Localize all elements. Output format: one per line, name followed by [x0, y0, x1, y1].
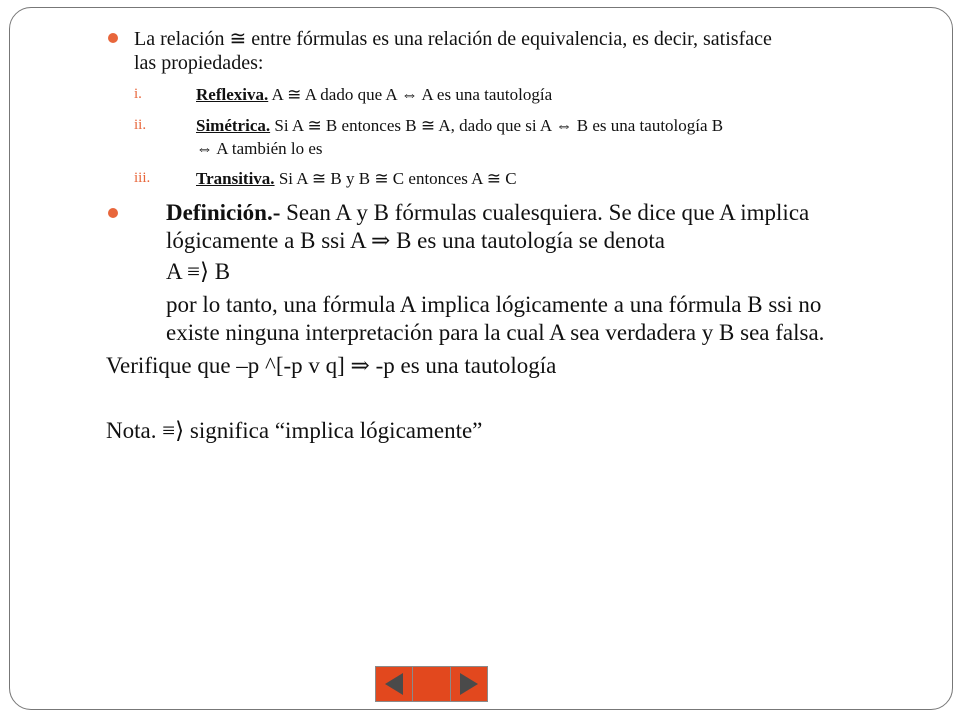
property-reflexive — [196, 84, 552, 106]
definition-text: Sean A y B fórmulas cualesquiera. Se dice que A implica — [280, 200, 810, 225]
property-text: Si A ≅ B entonces B ≅ A, dado que si A ⇔ B es una tautología B — [270, 116, 724, 135]
property-numeral: iii. — [134, 170, 151, 186]
property-name: Reflexiva. — [196, 85, 269, 104]
bullet-1-line-2: las propiedades: — [134, 52, 264, 74]
bullet-dot — [108, 33, 118, 43]
definition-notation: A ≡⟩ B — [166, 259, 231, 284]
property-name: Simétrica. — [196, 116, 271, 135]
property-name: Transitiva. — [196, 169, 275, 188]
home-button[interactable] — [413, 667, 450, 701]
property-text: A ≅ A dado que A ⇔ A es una tautología — [268, 85, 553, 104]
bullet-1-line-1: La relación ≅ entre fórmulas es una relación de equivalencia, es decir, satisface — [134, 28, 772, 50]
property-numeral: i. — [134, 86, 142, 102]
slide-navigation — [375, 666, 488, 702]
definition-line-1 — [166, 198, 809, 227]
previous-slide-button[interactable] — [376, 667, 413, 701]
next-slide-button[interactable] — [451, 667, 487, 701]
next-icon — [457, 671, 481, 697]
definition-line-3: por lo tanto, una fórmula A implica lógicamente a una fórmula B ssi no — [166, 292, 822, 317]
definition-line-4: existe ninguna interpretación para la cual A sea verdadera y B sea falsa. — [166, 320, 825, 345]
bullet-dot — [108, 208, 118, 218]
property-symmetric-line-2: ⇔ A también lo es — [196, 139, 323, 158]
property-text: Si A ≅ B y B ≅ C entonces A ≅ C — [274, 169, 517, 188]
note-statement: Nota. ≡⟩ significa “implica lógicamente” — [106, 418, 483, 443]
verify-statement: Verifique que –p ^[-p v q] ⇒ -p es una tautología — [106, 353, 557, 378]
prev-icon — [382, 671, 406, 697]
property-numeral: ii. — [134, 117, 147, 133]
definition-line-2: lógicamente a B ssi A ⇒ B es una tautología se denota — [166, 228, 665, 253]
property-transitive — [196, 168, 517, 190]
definition-term: Definición.- — [166, 200, 281, 225]
home-icon — [426, 679, 436, 689]
property-symmetric — [196, 115, 886, 137]
